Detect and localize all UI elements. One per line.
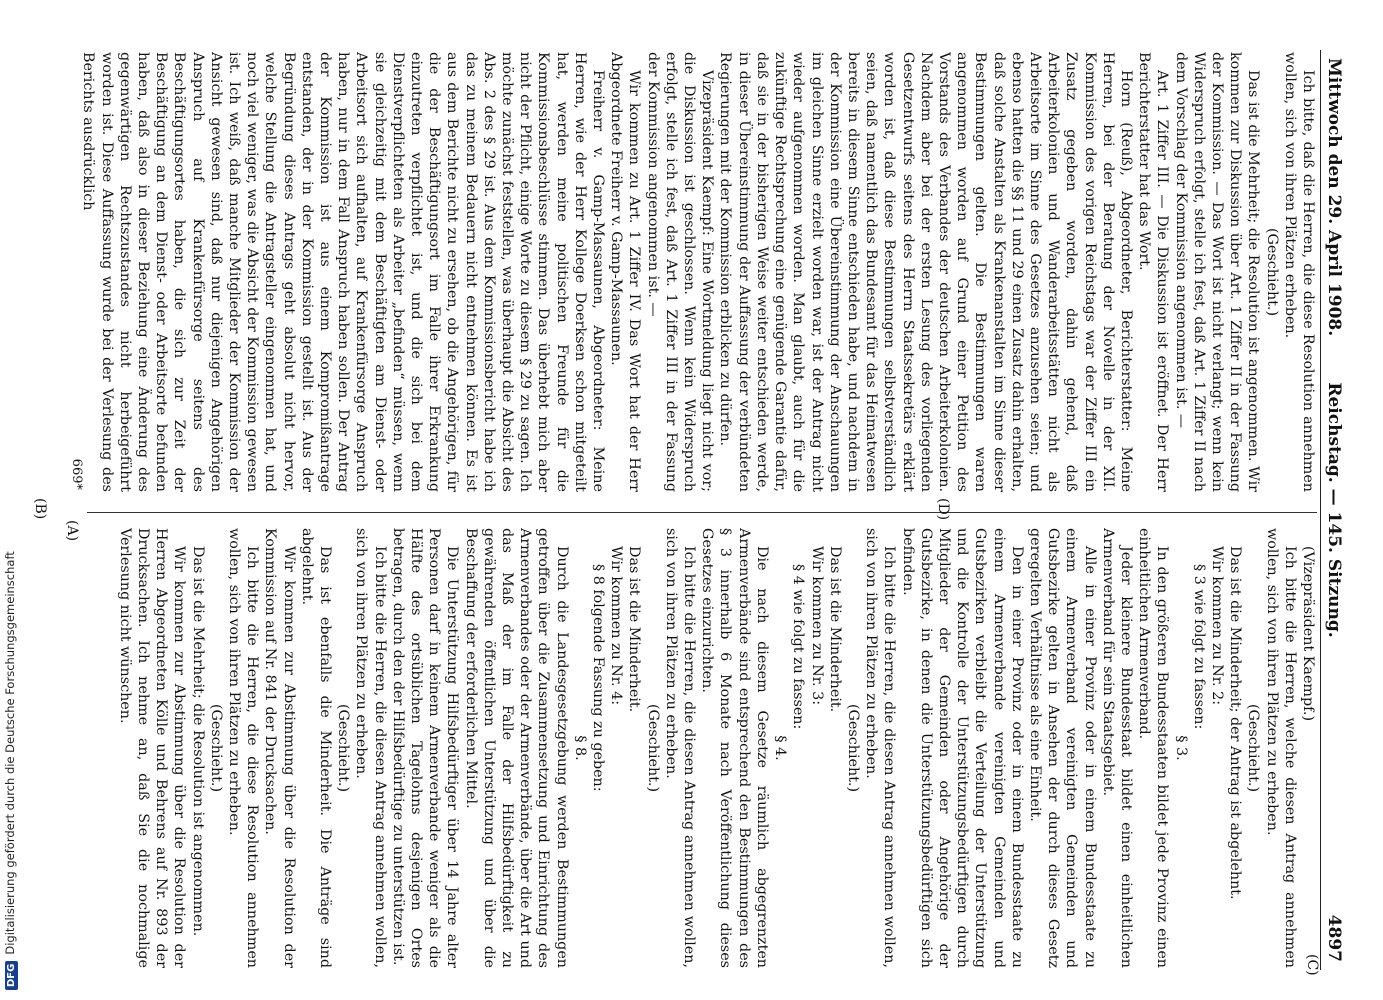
right-column-paragraph: Wir kommen zu Nr. 3: (808, 546, 825, 706)
left-column-paragraph: Art. 1 Ziffer III. — Die Diskussion ist eröffnet. Der Herr Berichterstatter hat das Wort. (1136, 52, 1171, 492)
left-column-paragraph: Vizepräsident Kaempf: Eine Wortmeldung liegt nicht vor; die Diskussion ist geschlossen. Wenn kein Widerspruch erfolgt, stelle ich fest, daß Art. 1 Ziffer III in der Fassung der Kommission angenommen ist. — (644, 52, 716, 492)
right-column-paragraph: § 3. (1172, 735, 1189, 761)
right-column-paragraph: Wir kommen zur Abstimmung über die Resolution der Herren Abgeordneten Kölle und Behrens auf Nr. 893 der Drucksachen. Ich nehme an, daß Sie die nochmalige Verlesung nicht wünschen. (116, 528, 188, 968)
right-column-paragraph: (Geschieht.) (335, 703, 352, 793)
left-column-paragraph: (Geschieht.) (1263, 227, 1280, 317)
right-column-paragraph: Das ist die Minderheit. (626, 546, 643, 713)
right-column-paragraph: Wir kommen zu Nr. 2: (1208, 546, 1225, 706)
left-column (67, 52, 1317, 492)
margin-mark-b: (B) (32, 498, 48, 520)
right-column-paragraph: Ich bitte die Herren, welche diesen Antrag annehmen wollen, sich von ihren Plätzen zu erheben. (1263, 528, 1298, 968)
rotated-page (32, 50, 1347, 976)
right-column-paragraph: § 4. (772, 735, 789, 761)
right-column-paragraph: § 3 wie folgt zu fassen: (1190, 564, 1207, 730)
page-number: 4897 (1324, 914, 1344, 962)
right-column-paragraph: Ich bitte die Herren, die diesen Antrag annehmen wollen, sich von ihren Plätzen zu erheben. (353, 528, 388, 968)
margin-mark-a: (A) (64, 520, 80, 542)
left-column-paragraph: Das ist die Mehrheit; die Resolution ist angenommen. Wir kommen zur Diskussion über Art. 1 Ziffer II in der Fassung der Kommission. — Das Wort ist nicht verlangt; wenn kein Widerspruch erfolgt, stelle ich fest, daß Art. 1 Ziffer II nach dem Vorschlag der Kommission angenommen ist. — (1172, 52, 1262, 492)
right-column-paragraph: (Geschieht.) (1245, 703, 1262, 793)
right-column-paragraph: Die Unterstützung Hilfsbedürftiger über 14 Jahre alter Personen darf in keinem Armenverbande weniger als die Hälfte des ortsüblichen Tagelohns desjenigen Ortes betragen, durch den der Hilfsbedürftige zu unterstützen ist. (389, 528, 461, 968)
right-column-paragraph: Den in einer Provinz oder in einem Bundesstaate zu einem Armenverbande vereinigten Gemeinden und Gutsbezirken verbleibt die Verteilung der Unterstützung und die Kontrolle der Unterstützungsbedürftigen durch Mitglieder der Gemeinden oder Angehörige der Gutsbezirke, in denen die Unterstützungsbedürftigen sich befinden. (899, 528, 1025, 968)
right-column-paragraph: Durch die Landesgesetzgebung werden Bestimmungen getroffen über die Zusammensetzung und Einrichtung des Armenverbandes oder der Armenverbände, über die Art und das Maß der im Falle der Hilfsbedürftigkeit zu gewährenden öffentlichen Unterstützung und über die Beschaffung der erforderlichen Mittel. (462, 528, 570, 968)
right-column-paragraph: § 8. (571, 735, 588, 761)
right-column-paragraph: Jeder kleinere Bundesstaat bildet einen einheitlichen Armenverband für sein Staatsgebiet. (1099, 528, 1134, 968)
right-column-paragraph: Ich bitte die Herren, die diese Resolution annehmen wollen, sich von ihren Plätzen zu erheben. (226, 528, 261, 968)
right-column-paragraph: (Geschieht.) (207, 703, 224, 793)
right-column (67, 528, 1317, 968)
right-column-paragraph: Das ist die Minderheit; der Antrag ist abgelehnt. (1227, 546, 1244, 900)
right-column-paragraph: Wir kommen zu Nr. 4: (608, 546, 625, 706)
right-column-paragraph: Das ist die Minderheit. (826, 546, 843, 713)
right-column-paragraph: (Vizepräsident Kaempf.) (1300, 546, 1316, 722)
right-column-paragraph: Alle in einer Provinz oder in einem Bundesstaate zu einem Armenverband vereinigten Gemeinden und Gutsbezirke gelten in Ansehen der durch dieses Gesetz geregelten Verhältnisse als eine Einheit. (1026, 528, 1098, 968)
right-column-paragraph: (Geschieht.) (644, 703, 661, 793)
left-column-paragraph: Ich bitte, daß die Herren, die diese Resolution annehmen wollen, sich von ihren Plätzen erheben. (1281, 52, 1316, 492)
margin-mark-d: (D) (935, 498, 951, 521)
left-column-paragraph: Wir kommen zu Art. 1 Ziffer IV. Das Wort hat der Herr Abgeordnete Freiherr v. Gamp-Massaunen. (608, 52, 643, 492)
margin-mark-c: (C) (1304, 954, 1320, 976)
header-date: Mittwoch den 29. April 1908. (1324, 58, 1344, 337)
page-header (1320, 50, 1347, 970)
left-column-paragraph: Horn (Reuß), Abgeordneter, Berichterstatter: Meine Herren, bei der Beratung der Novelle in der XII. Kommission des vorigen Reichstags war der Ziffer III ein Zusatz gegeben worden, dahin gehend, daß Arbeiterkolonien und Wanderarbeitsstätten nicht als Arbeitsorte im Sinne des Gesetzes anzusehen seien; und ebenso hatten die §§ 11 und 29 einen Zusatz dahin erhalten, daß solche Anstalten als Krankenanstalten im Sinne dieser Bestimmungen gelten. Die Bestimmungen waren angenommen worden auf Grund einer Petition des Vorstands des Verbandes der deutschen Arbeiterkolonien. Nachdem aber bei der ersten Lesung des vorliegenden Gesetzentwurfs seitens des Herrn Staatssekretärs erklärt worden ist, daß diese Bestimmungen selbstverständlich seien, daß namentlich das Bundesamt für das Heimatwesen bereits in diesem Sinne entschieden habe, und nachdem in der Kommission eine Übereinstimmung der Anschauungen im gleichen Sinne erzielt worden war, ist der Antrag nicht wieder aufgenommen worden. Man glaubt, auch für die zukünftige Rechtsprechung eine genügende Garantie dafür, daß sie in der bisherigen Weise weiter entschieden werde, in dieser Übereinstimmung der Auffassung der verbündeten Regierungen mit der Kommission erblicken zu dürfen. (717, 52, 1134, 492)
right-column-paragraph: Das ist die Mehrheit; die Resolution ist angenommen. (189, 546, 206, 937)
right-column-paragraph: § 8 folgende Fassung zu geben: (590, 564, 607, 792)
right-column-paragraph: Die nach diesem Gesetze räumlich abgegrenzten Armenverbände sind entsprechend den Bestimmungen des § 3 innerhalb 6 Monate nach Veröffentlichung dieses Gesetzes einzurichten. (699, 528, 770, 968)
dfg-logo: DFG (5, 961, 18, 990)
right-column-paragraph: In den größeren Bundesstaaten bildet jede Provinz einen einheitlichen Armenverband. (1136, 528, 1171, 968)
digitization-text: Digitalisierung gefördert durch die Deutsche Forschungsgemeinschaft (3, 551, 17, 955)
right-column-paragraph: (Geschieht.) (844, 703, 861, 793)
column-divider (87, 512, 1317, 513)
right-column-paragraph: Wir kommen zur Abstimmung über die Resolution der Kommission auf Nr. 841 der Drucksachen. (262, 528, 297, 968)
right-column-paragraph: Ich bitte die Herren, die diesen Antrag annehmen wollen, sich von ihren Plätzen zu erheben. (863, 528, 898, 968)
right-column-paragraph: Ich bitte die Herren, die diesen Antrag annehmen wollen, sich von ihren Plätzen zu erheben. (662, 528, 698, 968)
left-column-paragraph: Freiherr v. Gamp-Massaunen, Abgeordneter: Meine Herren, wie der Herr Kollege Doerksen schon mitgeteilt hat, werden meine politischen Freunde für die Kommissionsbeschlüsse stimmen. Das überhebt mich aber nicht der Pflicht, einige Worte zu diesem § 29 zu sagen. Ich möchte zunächst feststellen, was überhaupt die Absicht des Abs. 2 des § 29 ist. Aus dem Kommissionsbericht habe ich das zu meinem Bedauern nicht entnehmen können. Es ist aus dem Berichte nicht zu ersehen, ob die Angehörigen, für die der Beschäftigungsort im Falle ihrer Erkrankung einzutreten verpflichtet ist, und die sich bei dem Dienstverpflichteten als Arbeiter „befinden“ müssen, wenn sie gleichzeitig mit dem Beschäftigten am Dienst- oder Arbeitsort sich aufhalten, auf Krankenfürsorge Anspruch haben, nur in dem Fall Anspruch haben sollen. Der Antrag der Kommission ist aus einem Kompromißantrage entstanden, der in der Kommission gestellt ist. Aus der Begründung dieses Antrags geht absolut nicht hervor, welche Stellung die Antragsteller eingenommen hat, und noch viel weniger, was die Absicht der Kommission gewesen ist. Ich weiß, daß manche Mitglieder der Kommission der Ansicht gewesen sind, daß nur diejenigen Angehörigen Anspruch auf Krankenfürsorge seitens des Beschäftigungsortes haben, die sich zur Zeit der Beschäftigung an dem Dienst- oder Arbeitsorte befunden haben, daß also in dieser Beziehung eine Änderung des gegenwärtigen Rechtszustandes nicht herbeigeführt worden ist. Diese Auffassung wurde bei der Verlesung des Berichts ausdrücklich (80, 52, 607, 492)
sheet-footer-number: 669* (69, 458, 84, 490)
header-title: Reichstag. — 145. Sitzung. (1324, 382, 1344, 638)
digitization-note (3, 551, 18, 990)
right-column-paragraph: Das ist ebenfalls die Minderheit. Die Anträge sind abgelehnt. (298, 528, 334, 968)
right-column-paragraph: § 4 wie folgt zu fassen: (790, 564, 807, 730)
